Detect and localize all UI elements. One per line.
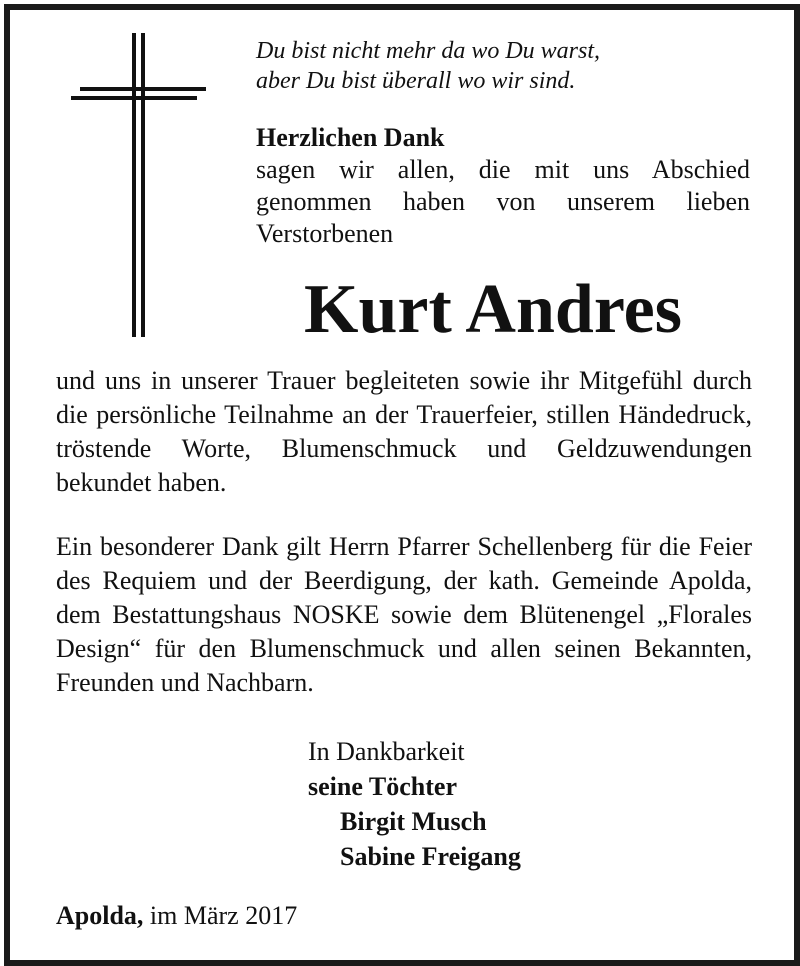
quote-line-1: Du bist nicht mehr da wo Du warst, (256, 38, 601, 64)
signature-name-1: Birgit Musch (340, 807, 487, 836)
signature-closing: In Dankbarkeit (308, 737, 465, 766)
thanks-paragraph-2: Ein besonderer Dank gilt Herrn Pfarrer Schellenberg für die Feier des Requiem und der Beerdigung, der kath. Gemeinde Apolda, dem Bestattungshaus NOSKE sowie dem Blütenengel „Florales Design“ für den Blumenschmuck und allen seinen Bekannten, Freunden und Nachbarn. (56, 532, 752, 697)
signature-name-2: Sabine Freigang (340, 842, 521, 871)
signature-block (308, 734, 521, 874)
thanks-heading: Herzlichen Dank (256, 123, 445, 152)
place-city: Apolda, (56, 901, 144, 930)
thanks-intro (256, 122, 750, 250)
thanks-paragraph-1: und uns in unserer Trauer begleiteten sowie ihr Mitgefühl durch die persönliche Teilnahme an der Trauerfeier, stillen Händedruck, tröstende Worte, Blumenschmuck und Geldzuwendungen bekundet haben. (56, 366, 752, 497)
place-date: im März 2017 (149, 901, 298, 930)
signature-relation: seine Töchter (308, 772, 457, 801)
quote-line-2: aber Du bist überall wo wir sind. (256, 68, 576, 94)
deceased-name: Kurt Andres (304, 271, 682, 348)
thanks-intro-text: sagen wir allen, die mit uns Abschied genommen haben von unserem lieben Verstorbenen (256, 155, 750, 248)
place-and-date (56, 900, 297, 932)
memorial-quote (256, 36, 736, 96)
